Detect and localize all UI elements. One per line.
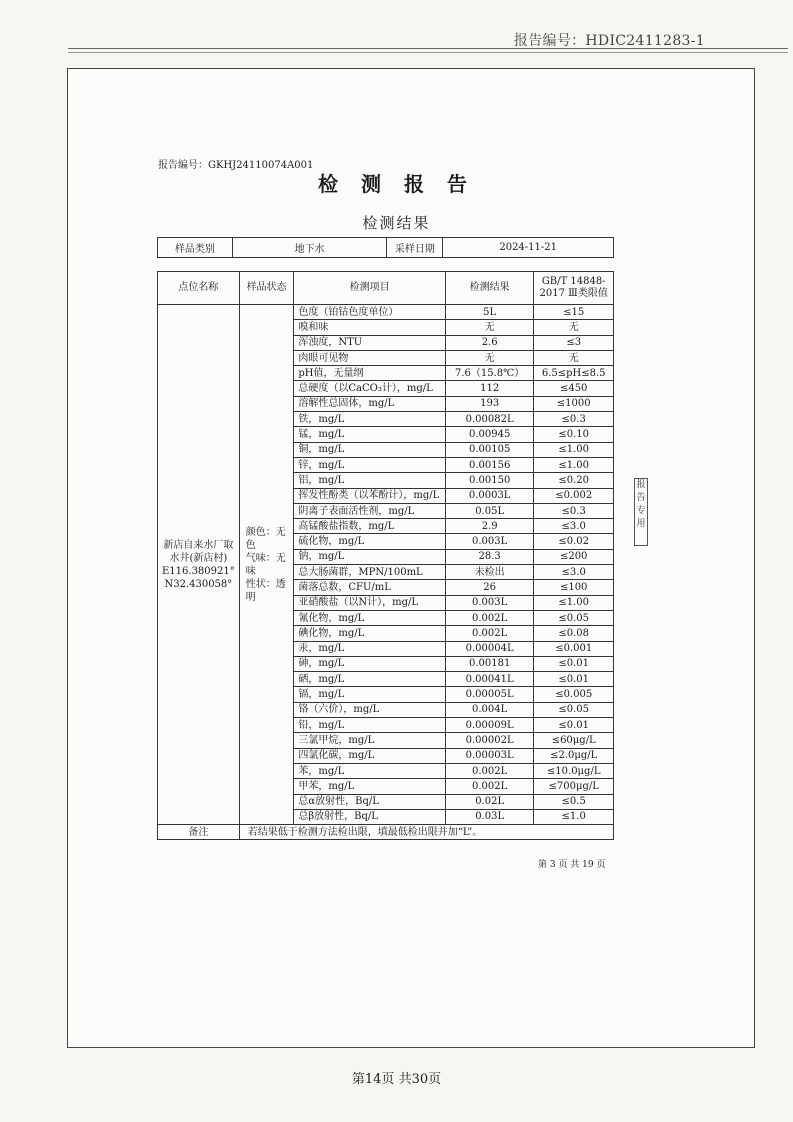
test-item: 铅，mg/L: [294, 718, 446, 733]
test-result: 2.6: [445, 335, 534, 350]
test-result: 0.03L: [445, 809, 534, 824]
test-limit: ≤0.005: [534, 687, 614, 702]
test-item: 亚硝酸盐（以N计），mg/L: [294, 595, 446, 610]
results-table: [157, 271, 614, 840]
remark-label: 备注: [158, 825, 240, 840]
test-limit: ≤1.0: [534, 809, 614, 824]
test-limit: ≤1000: [534, 396, 614, 411]
test-limit: ≤3: [534, 335, 614, 350]
header-site: 点位名称: [158, 272, 240, 305]
site-name: 新店自来水厂取水井(新店村): [163, 539, 234, 564]
test-item: 砷，mg/L: [294, 656, 446, 671]
test-result: 0.003L: [445, 595, 534, 610]
test-item: 高锰酸盐指数，mg/L: [294, 519, 446, 534]
side-stamp-mark: 报告专用: [634, 478, 648, 546]
test-result: 0.003L: [445, 534, 534, 549]
test-limit: ≤0.01: [534, 718, 614, 733]
test-item: 硫化物，mg/L: [294, 534, 446, 549]
test-item: 氰化物，mg/L: [294, 610, 446, 625]
test-result: 0.00003L: [445, 748, 534, 763]
remark-text: 若结果低于检测方法检出限，填最低检出限并加“L”。: [239, 825, 613, 840]
test-item: 菌落总数，CFU/mL: [294, 580, 446, 595]
test-result: 无: [445, 320, 534, 335]
test-result: 0.00002L: [445, 733, 534, 748]
test-item: 挥发性酚类（以苯酚计），mg/L: [294, 488, 446, 503]
outer-page-number: 第14页 共30页: [351, 1072, 442, 1087]
header-item: 检测项目: [294, 272, 446, 305]
test-item: 总β放射性，Bq/L: [294, 809, 446, 824]
test-result: 0.00156: [445, 457, 534, 472]
test-result: 2.9: [445, 519, 534, 534]
test-result: 0.00181: [445, 656, 534, 671]
sample-type-value: 地下水: [232, 238, 387, 258]
test-limit: ≤15: [534, 305, 614, 320]
test-item: 铝，mg/L: [294, 473, 446, 488]
test-result: 0.05L: [445, 503, 534, 518]
outer-report-id: 报告编号：HDIC2411283-1: [513, 33, 705, 49]
test-result: 0.002L: [445, 779, 534, 794]
test-limit: ≤0.3: [534, 503, 614, 518]
test-limit: ≤3.0: [534, 565, 614, 580]
test-item: 铬（六价），mg/L: [294, 702, 446, 717]
remark-row: [158, 825, 614, 840]
results-header-row: [158, 272, 614, 305]
site-lat: N32.430058°: [164, 578, 233, 590]
header-result: 检测结果: [445, 272, 534, 305]
test-item: pH值，无量纲: [294, 366, 446, 381]
test-limit: 无: [534, 350, 614, 365]
test-result: 0.00082L: [445, 412, 534, 427]
test-item: 铁，mg/L: [294, 412, 446, 427]
test-item: 总硬度（以CaCO₃计），mg/L: [294, 381, 446, 396]
test-item: 铜，mg/L: [294, 442, 446, 457]
sample-state-line: 颜色：无色: [245, 526, 286, 551]
test-limit: 无: [534, 320, 614, 335]
test-item: 甲苯，mg/L: [294, 779, 446, 794]
test-limit: ≤60μg/L: [534, 733, 614, 748]
test-limit: ≤0.3: [534, 412, 614, 427]
test-item: 浑浊度，NTU: [294, 335, 446, 350]
test-limit: ≤0.01: [534, 672, 614, 687]
test-result: 0.00004L: [445, 641, 534, 656]
test-limit: ≤0.05: [534, 610, 614, 625]
test-limit: ≤0.001: [534, 641, 614, 656]
test-result: 未检出: [445, 565, 534, 580]
sample-info-table: [157, 237, 614, 258]
inner-report-number: 报告编号：GKHJ24110074A001: [158, 160, 314, 171]
site-lon: E116.380921°: [162, 565, 235, 577]
test-limit: ≤0.20: [534, 473, 614, 488]
test-item: 硒，mg/L: [294, 672, 446, 687]
sample-info-row: [158, 238, 614, 258]
test-limit: ≤1.00: [534, 457, 614, 472]
test-item: 色度（铂钴色度单位）: [294, 305, 446, 320]
test-result: 无: [445, 350, 534, 365]
test-limit: ≤1.00: [534, 442, 614, 457]
test-item: 苯，mg/L: [294, 763, 446, 778]
test-limit: ≤0.02: [534, 534, 614, 549]
test-limit: ≤2.0μg/L: [534, 748, 614, 763]
header-limit: GB/T 14848-2017 Ⅲ类限值: [534, 272, 614, 305]
test-result: 0.002L: [445, 610, 534, 625]
test-limit: ≤0.05: [534, 702, 614, 717]
test-item: 嗅和味: [294, 320, 446, 335]
sample-type-label: 样品类别: [158, 238, 233, 258]
test-limit: ≤700μg/L: [534, 779, 614, 794]
test-item: 锰，mg/L: [294, 427, 446, 442]
test-item: 阴离子表面活性剂，mg/L: [294, 503, 446, 518]
site-cell: [158, 305, 240, 825]
sample-state-cell: [239, 305, 294, 825]
inner-page-number: 第 3 页 共 19 页: [538, 860, 606, 870]
header-state: 样品状态: [239, 272, 294, 305]
test-result: 28.3: [445, 549, 534, 564]
test-result: 0.02L: [445, 794, 534, 809]
test-result: 0.002L: [445, 626, 534, 641]
header-rule: [68, 48, 788, 49]
test-result: 0.00150: [445, 473, 534, 488]
test-result: 0.00009L: [445, 718, 534, 733]
test-result: 112: [445, 381, 534, 396]
test-result: 5L: [445, 305, 534, 320]
test-result: 0.0003L: [445, 488, 534, 503]
test-limit: ≤100: [534, 580, 614, 595]
test-item: 总大肠菌群，MPN/100mL: [294, 565, 446, 580]
test-result: 0.00945: [445, 427, 534, 442]
test-limit: ≤0.002: [534, 488, 614, 503]
test-limit: ≤0.01: [534, 656, 614, 671]
test-result: 0.002L: [445, 763, 534, 778]
test-result: 7.6（15.8℃）: [445, 366, 534, 381]
header-rule-secondary: [68, 52, 788, 53]
test-limit: ≤3.0: [534, 519, 614, 534]
test-result: 0.004L: [445, 702, 534, 717]
test-item: 镉，mg/L: [294, 687, 446, 702]
test-result: 0.00105: [445, 442, 534, 457]
sampling-date-label: 采样日期: [387, 238, 443, 258]
test-item: 四氯化碳，mg/L: [294, 748, 446, 763]
test-result: 0.00005L: [445, 687, 534, 702]
test-limit: ≤1.00: [534, 595, 614, 610]
document-title: 检 测 报 告: [318, 172, 475, 196]
results-body: [158, 305, 614, 825]
test-item: 钠，mg/L: [294, 549, 446, 564]
test-limit: 6.5≤pH≤8.5: [534, 366, 614, 381]
result-row: [158, 305, 614, 320]
test-limit: ≤0.5: [534, 794, 614, 809]
test-limit: ≤0.08: [534, 626, 614, 641]
section-title: 检测结果: [362, 214, 431, 232]
sampling-date-value: 2024-11-21: [443, 238, 614, 258]
test-limit: ≤10.0μg/L: [534, 763, 614, 778]
test-item: 汞，mg/L: [294, 641, 446, 656]
test-limit: ≤0.10: [534, 427, 614, 442]
test-item: 肉眼可见物: [294, 350, 446, 365]
test-item: 总α放射性，Bq/L: [294, 794, 446, 809]
test-item: 锌，mg/L: [294, 457, 446, 472]
test-item: 溶解性总固体，mg/L: [294, 396, 446, 411]
test-result: 193: [445, 396, 534, 411]
sample-state-line: 气味：无味: [245, 552, 286, 577]
test-item: 三氯甲烷，mg/L: [294, 733, 446, 748]
test-result: 26: [445, 580, 534, 595]
test-limit: ≤450: [534, 381, 614, 396]
test-limit: ≤200: [534, 549, 614, 564]
test-item: 碘化物，mg/L: [294, 626, 446, 641]
test-result: 0.00041L: [445, 672, 534, 687]
sample-state-line: 性状：透明: [245, 578, 286, 603]
